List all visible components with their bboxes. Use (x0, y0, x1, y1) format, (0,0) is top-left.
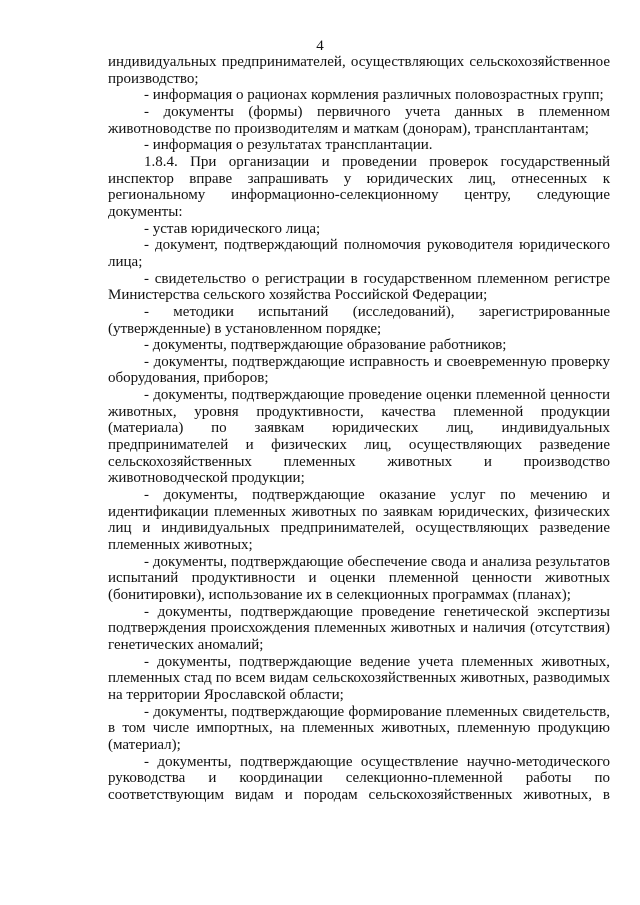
body-paragraph: - документы, подтверждающие проведение оценки племенной ценности животных, уровня продуктивности, качества племенной продукции (материала) по заявкам юридических лиц, индивидуальных предпринимателей и физических лиц, осуществляющих разведение сельскохозяйственных племенных животных и производство животноводческой продукции; (108, 387, 610, 487)
body-paragraph: - устав юридического лица; (144, 220, 321, 237)
body-paragraph: - документы, подтверждающие исправность и своевременную проверку оборудования, приборов; (108, 353, 610, 387)
body-paragraph: - свидетельство о регистрации в государственном племенном регистре Министерства сельского хозяйства Российской Федерации; (108, 270, 610, 304)
body-paragraph: - документы, подтверждающие образование работников; (144, 337, 507, 354)
body-paragraph: индивидуальных предпринимателей, осуществляющих сельскохозяйственное производство; (108, 54, 610, 87)
body-paragraph: - документы, подтверждающие обеспечение свода и анализа результатов испытаний продуктивности и оценки племенной ценности животных (бонитировки), использование их в селекционных программах (планах); (108, 553, 610, 603)
body-paragraph: - документы, подтверждающие осуществление научно-методического руководства и координации селекционно-племенной работы по соответствующим видам и породам сельскохозяйственных животных, в (108, 753, 610, 803)
body-paragraph: - документ, подтверждающий полномочия руководителя юридического лица; (108, 237, 610, 270)
body-paragraph: - методики испытаний (исследований), зарегистрированные (утвержденные) в установленном порядке; (108, 303, 610, 337)
body-paragraph: 1.8.4. При организации и проведении проверок государственный инспектор вправе запрашивать у юридических лиц, отнесенных к региональному информационно-селекционному центру, следующие документы: (108, 153, 610, 220)
body-paragraph: - документы, подтверждающие оказание услуг по мечению и идентификации племенных животных по заявкам юридических, физических лиц и индивидуальных предпринимателей, осуществляющих разведение племенных животных; (108, 487, 610, 554)
body-paragraph: - документы, подтверждающие ведение учета племенных животных, племенных стад по всем видам сельскохозяйственных животных, разводимых на территории Ярославской области; (108, 653, 610, 703)
body-paragraph: - документы, подтверждающие проведение генетической экспертизы подтверждения происхождения племенных животных и наличия (отсутствия) генетических аномалий; (108, 603, 610, 653)
page-number: 4 (316, 38, 324, 54)
body-paragraph: - документы (формы) первичного учета данных в племенном животноводстве по производителям и маткам (донорам), трансплантантам; (108, 103, 610, 137)
body-paragraph: - документы, подтверждающие формирование племенных свидетельств, в том числе импортных, на племенных животных, племенную продукцию (материал); (108, 703, 610, 753)
body-paragraph: - информация о результатах трансплантации. (144, 137, 433, 154)
body-paragraph: - информация о рационах кормления различных половозрастных групп; (144, 87, 604, 104)
document-body-text (108, 54, 610, 804)
